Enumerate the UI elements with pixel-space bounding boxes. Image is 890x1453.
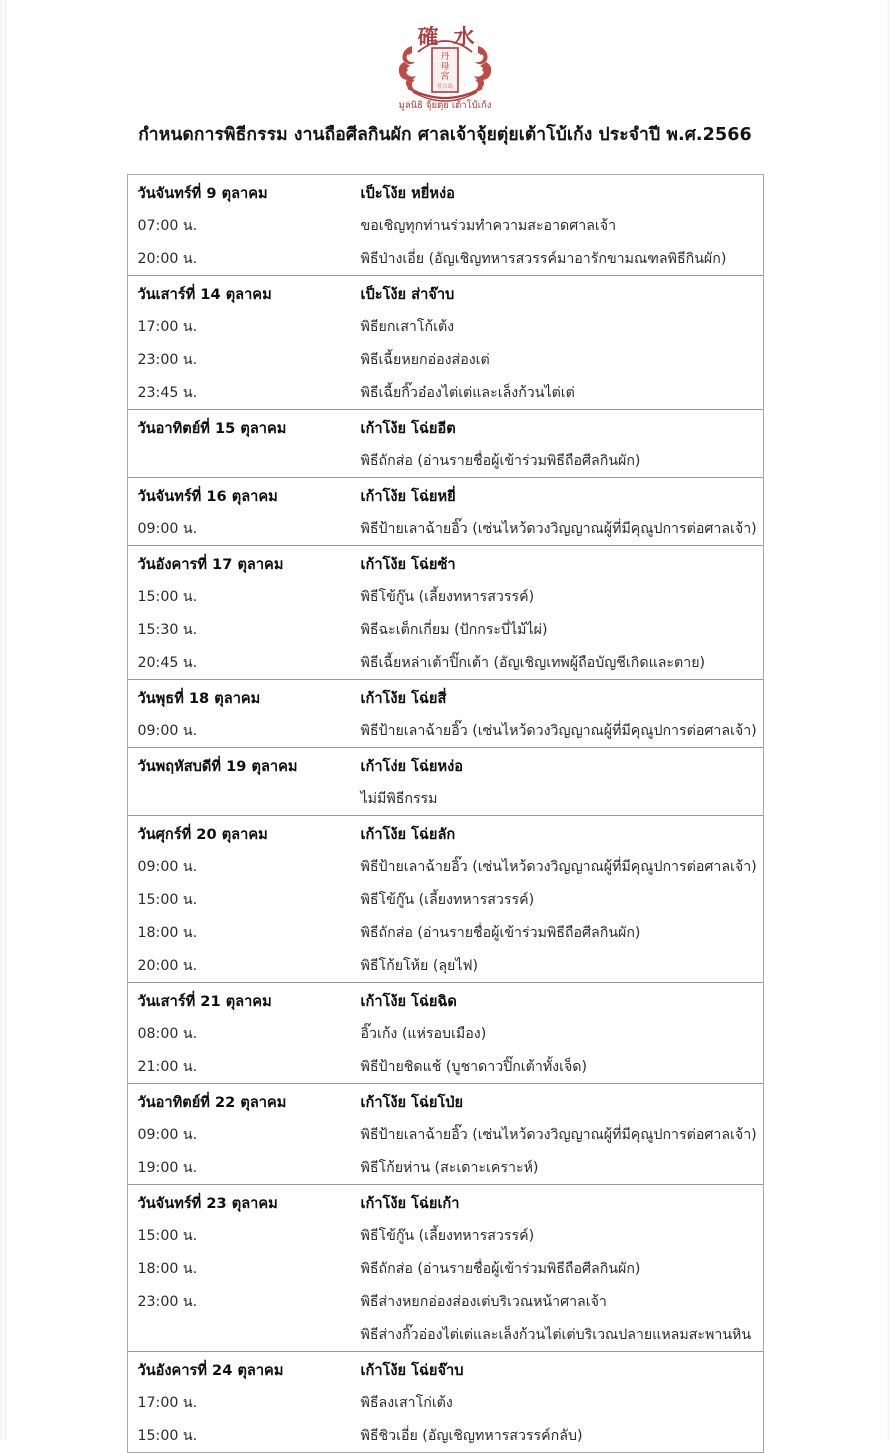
event-description: พิธีโข้กู๊น (เลี้ยงทหารสวรรค์) (360, 891, 535, 908)
day-group (128, 478, 763, 546)
event-row (128, 343, 763, 376)
event-description: ไม่มีพิธีกรรม (360, 790, 438, 807)
day-group (128, 410, 763, 478)
event-row (128, 883, 763, 916)
svg-text:水: 水 (453, 25, 475, 49)
svg-text:確: 確 (417, 25, 439, 49)
event-row (128, 580, 763, 613)
event-row (128, 613, 763, 646)
day-lunar-name: เก้าโง้ย โฉ่ยโป่ย (360, 1093, 464, 1111)
event-description: พิธีเฉี้ยหยกอ่องส่องเต่ (360, 351, 490, 368)
event-time (128, 785, 361, 812)
day-header-row (128, 1185, 763, 1219)
day-lunar-name: เก้าโง้ย โฉ่ยเก้า (360, 1194, 460, 1212)
event-row (128, 1386, 763, 1419)
event-row (128, 242, 763, 275)
day-lunar-name: เป็ะโง้ย หยี่หง่อ (360, 184, 455, 202)
day-lunar-name: เก้าโง้ย โฉ่ยอีต (360, 419, 456, 437)
event-row (128, 916, 763, 949)
day-header-row (128, 816, 763, 850)
svg-text:普吉島: 普吉島 (436, 84, 454, 90)
day-date: วันจันทร์ที่ 23 ตุลาคม (137, 1194, 278, 1212)
event-time: 20:00 น. (137, 250, 198, 267)
event-time: 18:00 น. (137, 924, 198, 941)
logo-thai-text: มูลนิธิ จุ้ยตุ่ย เต้าโบ้เก้ง (398, 100, 492, 111)
event-description: พิธีฉะเต็กเกี่ยม (ปักกระบี่ไม้ไผ่) (360, 621, 548, 638)
day-group (128, 1084, 763, 1185)
event-description: พิธีโข้กู๊น (เลี้ยงทหารสวรรค์) (360, 1227, 535, 1244)
day-date: วันพุธที่ 18 ตุลาคม (137, 689, 261, 707)
day-group (128, 276, 763, 410)
event-time: 21:00 น. (137, 1058, 198, 1075)
day-date: วันอาทิตย์ที่ 22 ตุลาคม (137, 1093, 287, 1111)
day-header-row (128, 748, 763, 782)
day-lunar-name: เก้าโง้ย โฉ่ยซ้า (360, 555, 456, 573)
svg-text:宮: 宮 (440, 72, 450, 82)
event-time: 23:45 น. (137, 384, 198, 401)
event-row (128, 1285, 763, 1318)
day-lunar-name: เก้าโง้ย โฉ่ยลัก (360, 825, 456, 843)
event-time: 09:00 น. (137, 722, 198, 739)
event-time: 08:00 น. (137, 1025, 198, 1042)
event-time: 09:00 น. (137, 1126, 198, 1143)
event-time: 17:00 น. (137, 318, 198, 335)
event-time: 23:00 น. (137, 351, 198, 368)
day-header-row (128, 410, 763, 444)
event-description: พิธีเฉี้ยกิ๊วอ๋องไต่เต่และเล็งก้วนไต่เต่ (360, 384, 575, 401)
event-row (128, 782, 763, 815)
event-row (128, 1118, 763, 1151)
day-lunar-name: เก้าโง้ย โฉ่ยสี่ (360, 689, 447, 707)
event-description: พิธีโข้กู๊น (เลี้ยงทหารสวรรค์) (360, 588, 535, 605)
day-date: วันอังคารที่ 17 ตุลาคม (137, 555, 284, 573)
svg-text:丹: 丹 (440, 52, 450, 62)
day-lunar-name: เป็ะโง้ย ส่าจ๊าบ (360, 285, 455, 303)
event-time: 18:00 น. (137, 1260, 198, 1277)
day-group (128, 983, 763, 1084)
event-row (128, 1219, 763, 1252)
event-time: 15:00 น. (137, 1227, 198, 1244)
event-row (128, 646, 763, 679)
event-description: พิธีโก้ยห่าน (สะเดาะเคราะห์) (360, 1159, 539, 1176)
day-header-row (128, 478, 763, 512)
event-row (128, 1017, 763, 1050)
event-time: 23:00 น. (137, 1293, 198, 1310)
shrine-logo-container (0, 0, 890, 118)
day-group (128, 175, 763, 276)
event-description: พิธีป้ายเลาฉ้ายอิ๊ว (เซ่นไหว้ดวงวิญญาณผู้ที่มีคุณูปการต่อศาลเจ้า) (360, 858, 757, 875)
event-row (128, 310, 763, 343)
event-description: พิธีถักส่อ (อ่านรายชื่อผู้เข้าร่วมพิธีถือศีลกินผัก) (360, 1260, 641, 1277)
event-time: 09:00 น. (137, 520, 198, 537)
day-header-row (128, 175, 763, 209)
day-lunar-name: เก้าโง้ย โฉ่ยฉิด (360, 992, 457, 1010)
day-date: วันพฤหัสบดีที่ 19 ตุลาคม (137, 757, 298, 775)
day-lunar-name: เก้าโง้ย โฉ่ยหยี่ (360, 487, 456, 505)
event-row (128, 850, 763, 883)
day-date: วันจันทร์ที่ 16 ตุลาคม (137, 487, 278, 505)
event-row (128, 512, 763, 545)
day-group (128, 1352, 763, 1452)
event-description: พิธีลงเสาโก่เต้ง (360, 1394, 453, 1411)
event-description: พิธีป้ายเลาฉ้ายอิ๊ว (เซ่นไหว้ดวงวิญญาณผู้ที่มีคุณูปการต่อศาลเจ้า) (360, 1126, 757, 1143)
day-date: วันเสาร์ที่ 21 ตุลาคม (137, 992, 272, 1010)
event-description: พิธีป้ายชิดแช้ (บูชาดาวปิ๊กเต้าทั้งเจ็ด) (360, 1058, 588, 1075)
event-description: ขอเชิญทุกท่านร่วมทำความสะอาดศาลเจ้า (360, 217, 617, 234)
shrine-emblem-icon (382, 22, 508, 118)
day-header-row (128, 983, 763, 1017)
svg-text:母: 母 (440, 62, 450, 72)
event-description: พิธียกเสาโก้เต้ง (360, 318, 455, 335)
day-header-row (128, 546, 763, 580)
event-description: พิธีส่างหยกอ่องส่องเต่บริเวณหน้าศาลเจ้า (360, 1293, 607, 1310)
event-description: พิธีส่างกิ๊วอ่องไต่เต่และเล็งก้วนไต่เต่บริเวณปลายแหลมสะพานหิน (360, 1326, 752, 1343)
event-row (128, 714, 763, 747)
event-time: 15:00 น. (137, 1427, 198, 1444)
event-time: 19:00 น. (137, 1159, 198, 1176)
event-row (128, 209, 763, 242)
day-header-row (128, 1084, 763, 1118)
event-row (128, 376, 763, 409)
event-row (128, 1419, 763, 1452)
event-description: พิธีป่างเอี่ย (อัญเชิญทหารสวรรค์มาอารักขามณฑลพิธีกินผัก) (360, 250, 727, 267)
event-time: 15:00 น. (137, 588, 198, 605)
day-date: วันจันทร์ที่ 9 ตุลาคม (137, 184, 268, 202)
event-row (128, 1252, 763, 1285)
event-time: 15:00 น. (137, 891, 198, 908)
event-description: พิธีโก้ยโห้ย (ลุยไฟ) (360, 957, 479, 974)
event-time: 07:00 น. (137, 217, 198, 234)
day-group (128, 546, 763, 680)
event-time (128, 447, 361, 474)
event-row (128, 1151, 763, 1184)
schedule-table (127, 174, 764, 1453)
event-row (128, 444, 763, 477)
event-description: พิธีเฉี้ยหล่าเต้าปิ๊กเต้า (อัญเชิญเทพผู้ถือบัญชีเกิดและตาย) (360, 654, 706, 671)
event-row (128, 949, 763, 982)
day-header-row (128, 276, 763, 310)
day-header-row (128, 680, 763, 714)
day-group (128, 748, 763, 816)
day-lunar-name: เก้าโง้ย โฉ่ยจ๊าบ (360, 1361, 464, 1379)
event-time: 15:30 น. (137, 621, 198, 638)
day-date: วันเสาร์ที่ 14 ตุลาคม (137, 285, 272, 303)
event-time (128, 1321, 361, 1348)
day-lunar-name: เก้าโง่ย โฉ่ยหง่อ (360, 757, 463, 775)
day-date: วันอาทิตย์ที่ 15 ตุลาคม (137, 419, 287, 437)
page-title: กำหนดการพิธีกรรม งานถือศีลกินผัก ศาลเจ้าจุ้ยตุ่ยเต้าโบ้เก้ง ประจำปี พ.ศ.2566 (138, 125, 752, 145)
event-description: พิธีชิวเอี่ย (อัญเชิญทหารสวรรค์กลับ) (360, 1427, 583, 1444)
event-description: พิธีป้ายเลาฉ้ายอิ๊ว (เซ่นไหว้ดวงวิญญาณผู้ที่มีคุณูปการต่อศาลเจ้า) (360, 722, 757, 739)
day-date: วันอังคารที่ 24 ตุลาคม (137, 1361, 284, 1379)
event-time: 20:45 น. (137, 654, 198, 671)
event-time: 20:00 น. (137, 957, 198, 974)
event-description: อิ๊วเก้ง (แห่รอบเมือง) (360, 1025, 487, 1042)
day-group (128, 816, 763, 983)
day-header-row (128, 1352, 763, 1386)
event-description: พิธีถักส่อ (อ่านรายชื่อผู้เข้าร่วมพิธีถือศีลกินผัก) (360, 924, 641, 941)
day-date: วันศุกร์ที่ 20 ตุลาคม (137, 825, 268, 843)
day-group (128, 1185, 763, 1352)
event-time: 09:00 น. (137, 858, 198, 875)
day-group (128, 680, 763, 748)
event-row (128, 1318, 763, 1351)
event-description: พิธีถักส่อ (อ่านรายชื่อผู้เข้าร่วมพิธีถือศีลกินผัก) (360, 452, 641, 469)
event-time: 17:00 น. (137, 1394, 198, 1411)
event-row (128, 1050, 763, 1083)
event-description: พิธีป้ายเลาฉ้ายอิ๊ว (เซ่นไหว้ดวงวิญญาณผู้ที่มีคุณูปการต่อศาลเจ้า) (360, 520, 757, 537)
